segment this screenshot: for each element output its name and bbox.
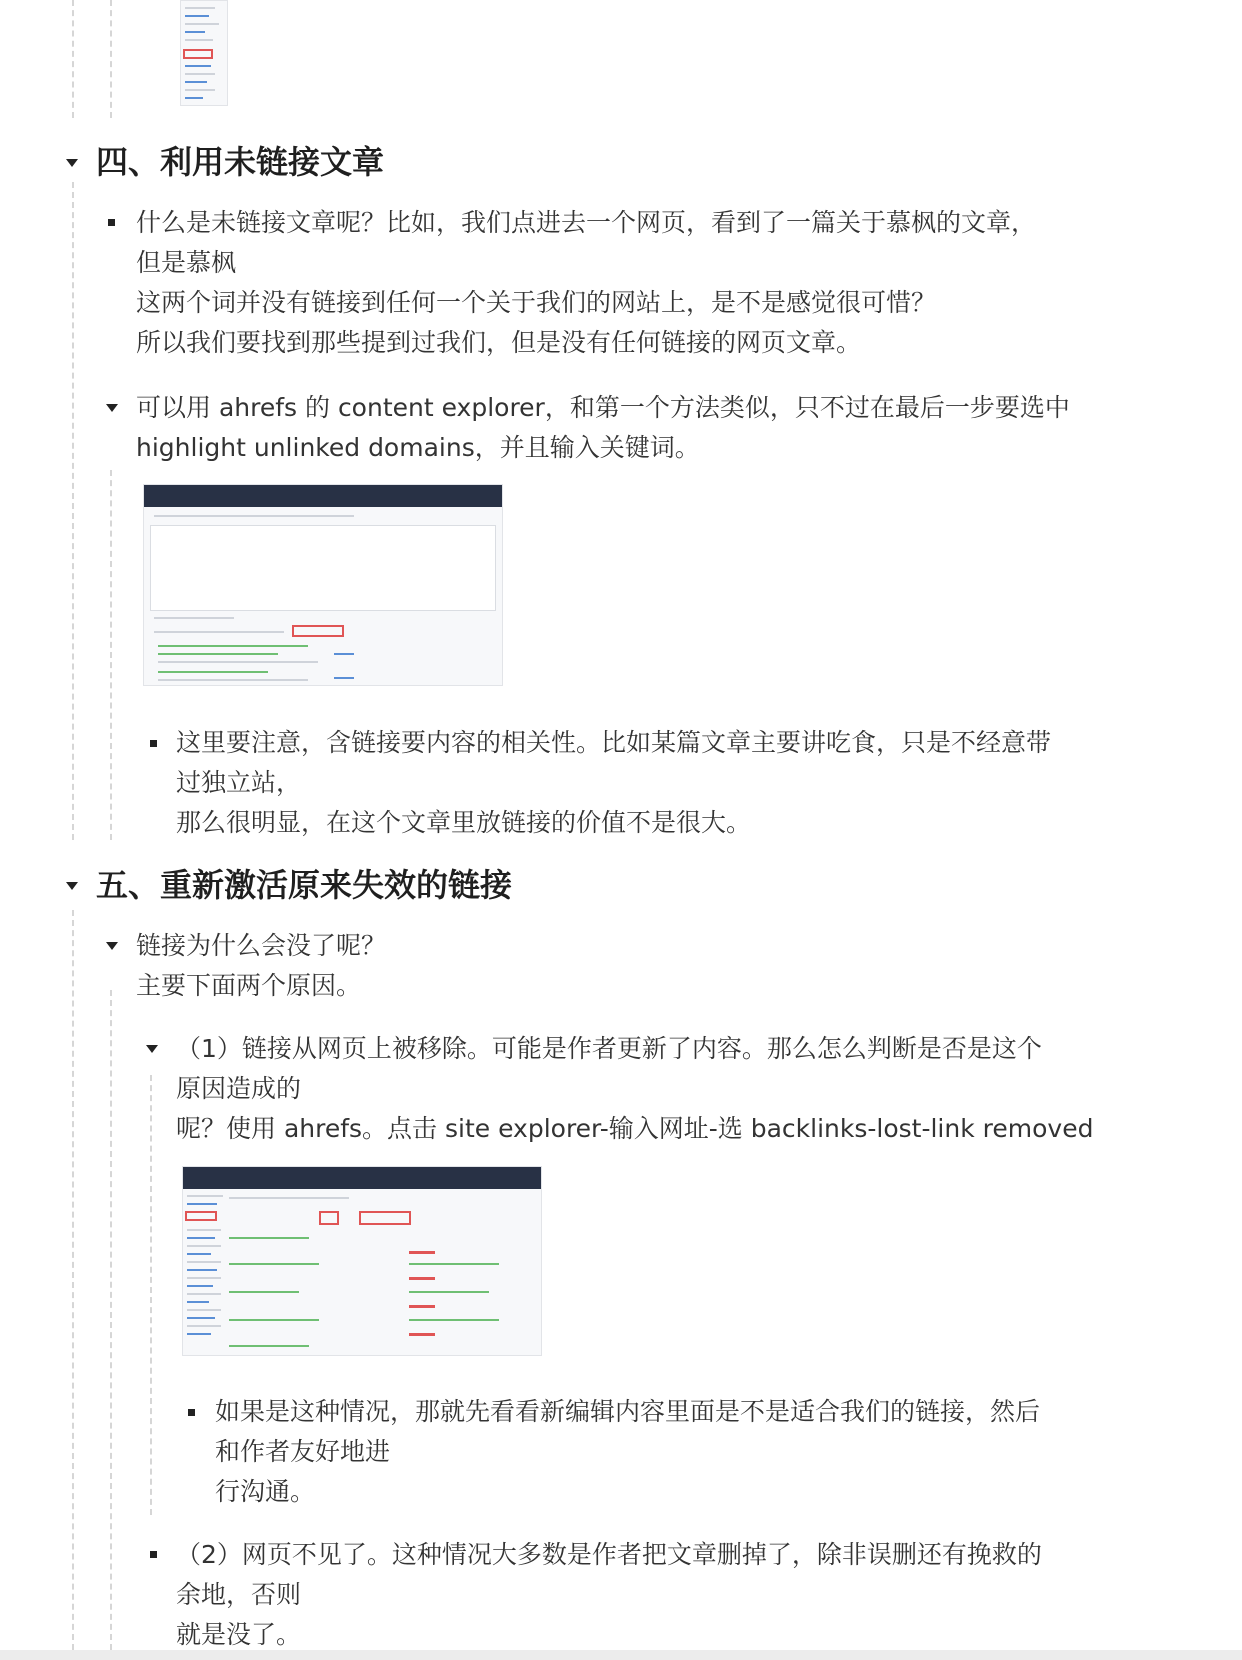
section5-heading: 五、重新激活原来失效的链接 [96, 866, 513, 904]
outline-guide-level1 [72, 0, 74, 118]
bullet-icon [188, 1409, 195, 1416]
outline-guide-reason1 [150, 1075, 152, 1515]
bottom-scroll-strip [0, 1650, 1242, 1660]
content-explorer-screenshot [143, 484, 503, 686]
sidebar-screenshot-thumbnail [180, 0, 228, 106]
collapse-toggle-icon[interactable] [66, 882, 78, 890]
backlinks-lost-screenshot [182, 1166, 542, 1356]
collapse-toggle-icon[interactable] [146, 1045, 158, 1053]
section4-item1-text: 什么是未链接文章呢？比如，我们点进去一个网页，看到了一篇关于慕枫的文章， 但是慕枫 这两个词并没有链接到任何一个关于我们的网站上，是不是感觉很可惜？ 所以我们要找到那些提到过我们，但是没有任何链接的网页文章。 [136, 208, 1037, 357]
outline-guide-level2 [110, 0, 112, 118]
outline-guide-section5 [72, 910, 74, 1650]
collapse-toggle-icon[interactable] [106, 942, 118, 950]
section5-reason2-text: （2）网页不见了。这种情况大多数是作者把文章删掉了，除非误删还有挽救的 余地，否则 就是没了。 [176, 1540, 1042, 1649]
section4-item2-text: 可以用 ahrefs 的 content explorer，和第一个方法类似，只不过在最后一步要选中 highlight unlinked domains，并且输入关键词。 [136, 393, 1070, 462]
section5-reason1-text: （1）链接从网页上被移除。可能是作者更新了内容。那么怎么判断是否是这个 原因造成的 呢？使用 ahrefs。点击 site explorer-输入网址-选 backlinks-lost-link removed [176, 1034, 1094, 1143]
outline-guide-section4-item2 [110, 470, 112, 840]
bullet-icon [108, 219, 115, 226]
bullet-icon [150, 1551, 157, 1558]
section4-item2-sub-text: 这里要注意，含链接要内容的相关性。比如某篇文章主要讲吃食，只是不经意带 过独立站， 那么很明显，在这个文章里放链接的价值不是很大。 [176, 728, 1052, 837]
bullet-icon [150, 740, 157, 747]
collapse-toggle-icon[interactable] [66, 159, 78, 167]
section5-reason1-sub-text: 如果是这种情况，那就先看看新编辑内容里面是不是适合我们的链接，然后 和作者友好地进 行沟通。 [215, 1397, 1041, 1506]
section5-item1-text: 链接为什么会没了呢？ 主要下面两个原因。 [136, 931, 387, 1000]
section4-heading: 四、利用未链接文章 [96, 143, 385, 181]
collapse-toggle-icon[interactable] [106, 404, 118, 412]
outline-guide-section4 [72, 182, 74, 840]
outline-guide-section5-item1 [110, 990, 112, 1650]
